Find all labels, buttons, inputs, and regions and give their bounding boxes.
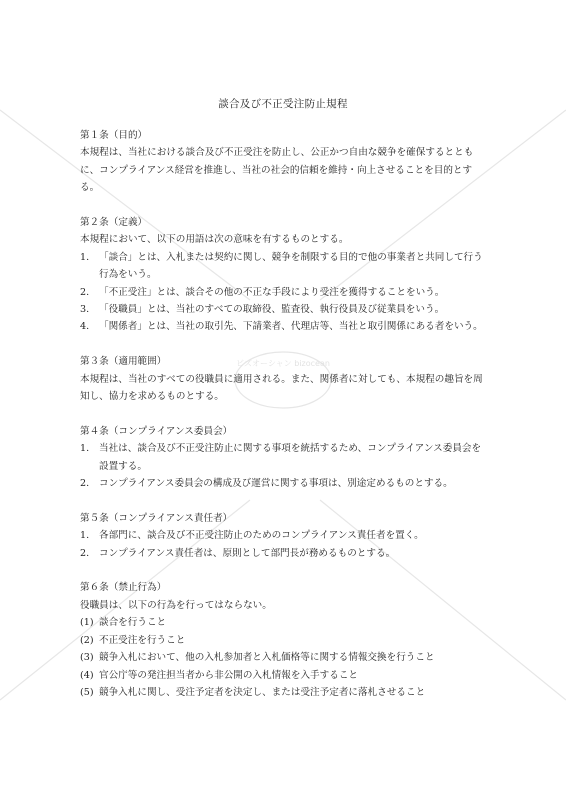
list-item-number: 4. xyxy=(80,321,90,333)
list-item-text: 各部門に、談合及び不正受注防止のためのコンプライアンス責任者を置く。 xyxy=(99,530,424,542)
list-item-text: コンプライアンス責任者は、原則として部門長が務めるものとする。 xyxy=(99,547,396,559)
list-item-text: コンプライアンス委員会の構成及び運営に関する事項は、別途定めるものとする。 xyxy=(99,478,453,490)
list-item xyxy=(80,284,490,301)
article-section xyxy=(80,423,490,493)
list-item-number: (3) xyxy=(80,652,94,664)
article-paragraph: 本規程において、以下の用語は次の意味を有するものとする。 xyxy=(80,234,349,246)
list-item xyxy=(80,684,490,701)
article-section xyxy=(80,510,490,562)
article-heading: 第１条（目的） xyxy=(80,130,148,141)
article-section xyxy=(80,353,490,405)
list-item-number: (4) xyxy=(80,669,94,681)
list-item xyxy=(80,614,490,631)
list-item xyxy=(80,545,490,562)
list-item-text: 「不正受注」とは、談合その他の不正な手段により受注を獲得することをいう。 xyxy=(99,286,445,298)
article-section xyxy=(80,127,490,197)
svg-text:ビズオーシャン bizocean: ビズオーシャン bizocean xyxy=(236,359,330,368)
article-heading: 第４条（コンプライアンス委員会） xyxy=(80,425,233,437)
article-paragraph: 本規程は、当社における談合及び不正受注を防止し、公正かつ自由な競争を確保するとともに、コンプライアンス経営を推進し、当社の社会的信頼を維持・向上させることを目的とする。 xyxy=(80,147,474,194)
list-item xyxy=(80,249,490,284)
article-heading: 第５条（コンプライアンス責任者） xyxy=(80,512,233,524)
document-title: 談合及び不正受注防止規程 xyxy=(218,98,348,110)
article-heading: 第２条（定義） xyxy=(80,217,148,229)
list-item-number: 2. xyxy=(80,478,90,490)
document-body xyxy=(80,127,490,719)
list-item-text: 官公庁等の発注担当者から非公開の入札情報を入手すること xyxy=(99,669,359,681)
list-item xyxy=(80,667,490,684)
article-section xyxy=(80,214,490,336)
list-item-text: 「談合」とは、入札または契約に関し、競争を制限する目的で他の事業者と共同して行う行為をいう。 xyxy=(99,251,483,281)
list-item-text: 「関係者」とは、当社の取引先、下請業者、代理店等、当社と取引関係にある者をいう。 xyxy=(99,321,483,333)
list-item xyxy=(80,475,490,492)
list-item xyxy=(80,318,490,335)
list-item-text: 競争入札において、他の入札参加者と入札価格等に関する情報交換を行うこと xyxy=(99,652,435,664)
list-item xyxy=(80,649,490,666)
list-item-text: 不正受注を行うこと xyxy=(99,634,186,646)
list-item-number: 2. xyxy=(80,547,90,559)
list-item-number: 1. xyxy=(80,530,90,542)
list-item-number: (2) xyxy=(80,634,94,646)
list-item-number: 1. xyxy=(80,251,90,263)
list-item-text: 競争入札に関し、受注予定者を決定し、または受注予定者に落札させること xyxy=(99,686,426,698)
list-item xyxy=(80,440,490,475)
article-paragraph: 役職員は、以下の行為を行ってはならない。 xyxy=(80,599,272,611)
list-item-text: 談合を行うこと xyxy=(99,617,167,629)
list-item xyxy=(80,632,490,649)
article-heading: 第６条（禁止行為） xyxy=(80,582,167,594)
article-section xyxy=(80,579,490,701)
list-item-number: (1) xyxy=(80,617,94,629)
list-item-number: (5) xyxy=(80,686,94,698)
list-item xyxy=(80,301,490,318)
list-item-number: 3. xyxy=(80,304,90,316)
article-heading: 第３条（適用範囲） xyxy=(80,356,167,368)
list-item-text: 当社は、談合及び不正受注防止に関する事項を統括するため、コンプライアンス委員会を設置する。 xyxy=(99,443,482,472)
list-item-number: 2. xyxy=(80,286,90,298)
article-paragraph: 本規程は、当社のすべての役職員に適用される。また、関係者に対しても、本規程の趣旨を周知し、協力を求めるものとする。 xyxy=(80,373,483,403)
list-item-number: 1. xyxy=(80,443,90,455)
list-item-text: 「役職員」とは、当社のすべての取締役、監査役、執行役員及び従業員をいう。 xyxy=(99,304,445,316)
list-item xyxy=(80,527,490,544)
